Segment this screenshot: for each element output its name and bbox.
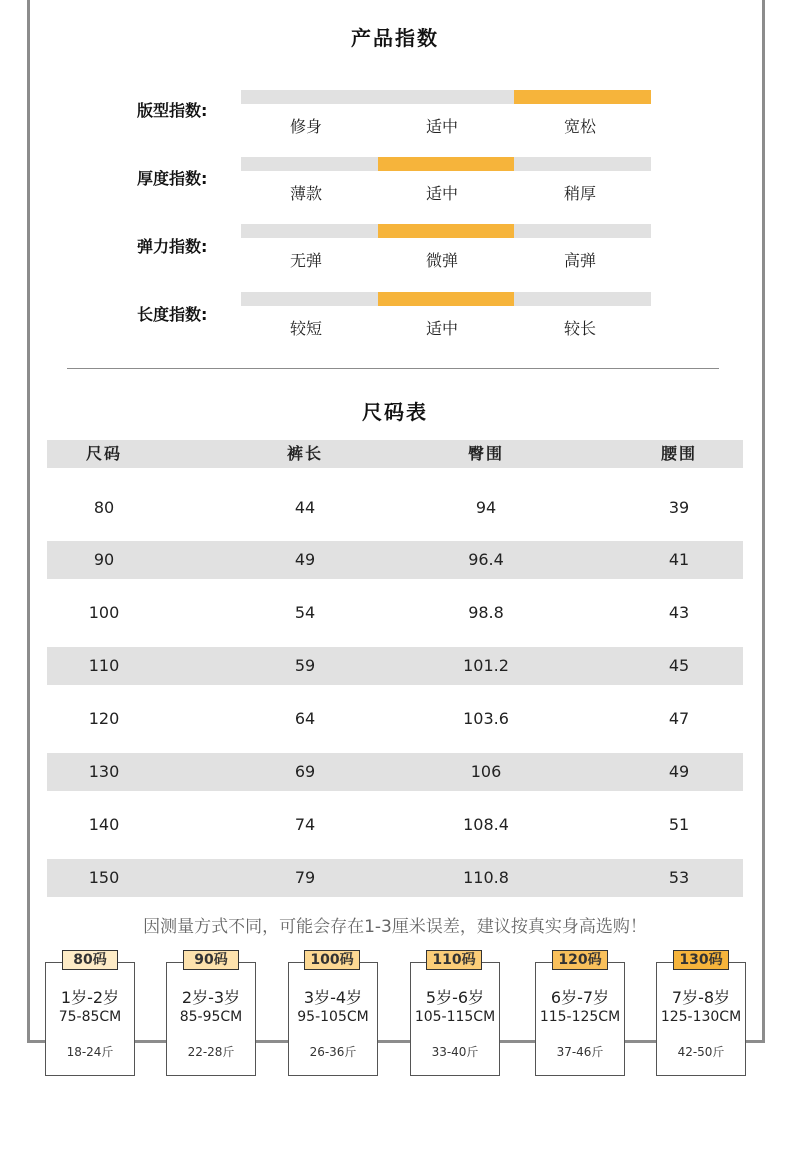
index-option: 修身 [289, 117, 322, 136]
index-option: 微弹 [425, 251, 458, 270]
cell-waist: 47 [668, 709, 690, 728]
card-height: 105-115CM [414, 1009, 496, 1025]
cell-waist: 43 [668, 603, 690, 622]
card-weight: 22-28斤 [187, 1045, 235, 1059]
table-row [47, 859, 743, 897]
cell-hip: 94 [475, 498, 497, 517]
cell-hip: 108.4 [463, 815, 509, 834]
card-age: 5岁-6岁 [425, 988, 485, 1007]
card-height: 95-105CM [297, 1009, 369, 1025]
table-row [47, 489, 743, 527]
cell-hip: 98.8 [468, 603, 504, 622]
index-label-length: 长度指数: [137, 305, 208, 324]
cell-length: 44 [294, 498, 316, 517]
header-size: 尺码 [85, 444, 122, 463]
cell-length: 54 [294, 603, 316, 622]
card-age: 6岁-7岁 [550, 988, 610, 1007]
card-weight: 18-24斤 [66, 1045, 114, 1059]
index-bar-thickness [241, 157, 651, 171]
cell-waist: 53 [668, 868, 690, 887]
card-weight: 26-36斤 [309, 1045, 357, 1059]
cell-waist: 45 [668, 656, 690, 675]
index-option: 宽松 [563, 117, 596, 136]
card-height: 125-130CM [660, 1009, 742, 1025]
index-bar-segment [514, 90, 651, 104]
cell-length: 79 [294, 868, 316, 887]
cell-hip: 110.8 [463, 868, 509, 887]
index-option: 较长 [563, 319, 596, 338]
card-weight: 42-50斤 [677, 1045, 725, 1059]
index-bar-length [241, 292, 651, 306]
card-weight: 37-46斤 [556, 1045, 604, 1059]
index-option: 无弹 [289, 251, 322, 270]
cell-size: 140 [88, 815, 120, 834]
index-bar-segment [378, 90, 515, 104]
table-row [47, 753, 743, 791]
index-option: 适中 [425, 117, 458, 136]
cell-length: 59 [294, 656, 316, 675]
cell-size: 150 [88, 868, 120, 887]
cell-hip: 96.4 [468, 550, 504, 569]
table-row [47, 647, 743, 685]
index-bar-segment [241, 90, 378, 104]
index-option: 较短 [289, 319, 322, 338]
cell-waist: 41 [668, 550, 690, 569]
index-bar-fit [241, 90, 651, 104]
size-card [166, 962, 256, 1076]
cell-length: 69 [294, 762, 316, 781]
cell-size: 90 [93, 550, 115, 569]
index-option: 适中 [425, 319, 458, 338]
table-row [47, 700, 743, 738]
size-tag: 80码 [62, 950, 118, 970]
index-option: 高弹 [563, 251, 596, 270]
index-bar-segment [241, 224, 378, 238]
size-tag: 110码 [426, 950, 482, 970]
index-option: 稍厚 [563, 184, 596, 203]
card-age: 3岁-4岁 [303, 988, 363, 1007]
index-bar-segment [514, 224, 651, 238]
header-hip: 臀围 [467, 444, 504, 463]
card-height: 75-85CM [58, 1009, 122, 1025]
section-divider [67, 368, 719, 369]
index-bar-elasticity [241, 224, 651, 238]
card-age: 1岁-2岁 [60, 988, 120, 1007]
cell-length: 64 [294, 709, 316, 728]
table-row [47, 806, 743, 844]
size-chart-title: 尺码表 [362, 400, 428, 424]
card-age: 7岁-8岁 [671, 988, 731, 1007]
index-bar-segment [514, 157, 651, 171]
header-length: 裤长 [286, 444, 323, 463]
size-tag: 120码 [552, 950, 608, 970]
size-tag: 90码 [183, 950, 239, 970]
card-height: 115-125CM [539, 1009, 621, 1025]
index-label-thickness: 厚度指数: [137, 169, 208, 188]
index-option: 薄款 [289, 184, 322, 203]
index-label-elasticity: 弹力指数: [137, 237, 208, 256]
cell-size: 110 [88, 656, 120, 675]
size-table-header [47, 440, 743, 468]
cell-waist: 49 [668, 762, 690, 781]
card-weight: 33-40斤 [431, 1045, 479, 1059]
size-card [410, 962, 500, 1076]
index-option: 适中 [425, 184, 458, 203]
size-tag: 100码 [304, 950, 360, 970]
index-bar-segment [378, 157, 515, 171]
size-card [288, 962, 378, 1076]
size-card [45, 962, 135, 1076]
index-bar-segment [378, 292, 515, 306]
size-tag: 130码 [673, 950, 729, 970]
cell-hip: 103.6 [463, 709, 509, 728]
cell-waist: 39 [668, 498, 690, 517]
measurement-note: 因测量方式不同，可能会存在1-3厘米误差，建议按真实身高选购！ [143, 917, 647, 937]
cell-length: 74 [294, 815, 316, 834]
cell-size: 80 [93, 498, 115, 517]
card-age: 2岁-3岁 [181, 988, 241, 1007]
table-row [47, 541, 743, 579]
table-row [47, 594, 743, 632]
size-card [656, 962, 746, 1076]
index-label-fit: 版型指数: [137, 101, 208, 120]
cell-size: 130 [88, 762, 120, 781]
cell-size: 120 [88, 709, 120, 728]
index-bar-segment [514, 292, 651, 306]
cell-hip: 101.2 [463, 656, 509, 675]
cell-waist: 51 [668, 815, 690, 834]
index-bar-segment [378, 224, 515, 238]
cell-size: 100 [88, 603, 120, 622]
size-card [535, 962, 625, 1076]
product-index-title: 产品指数 [351, 26, 439, 50]
cell-hip: 106 [470, 762, 502, 781]
index-bar-segment [241, 292, 378, 306]
index-bar-segment [241, 157, 378, 171]
cell-length: 49 [294, 550, 316, 569]
header-waist: 腰围 [660, 444, 697, 463]
card-height: 85-95CM [179, 1009, 243, 1025]
